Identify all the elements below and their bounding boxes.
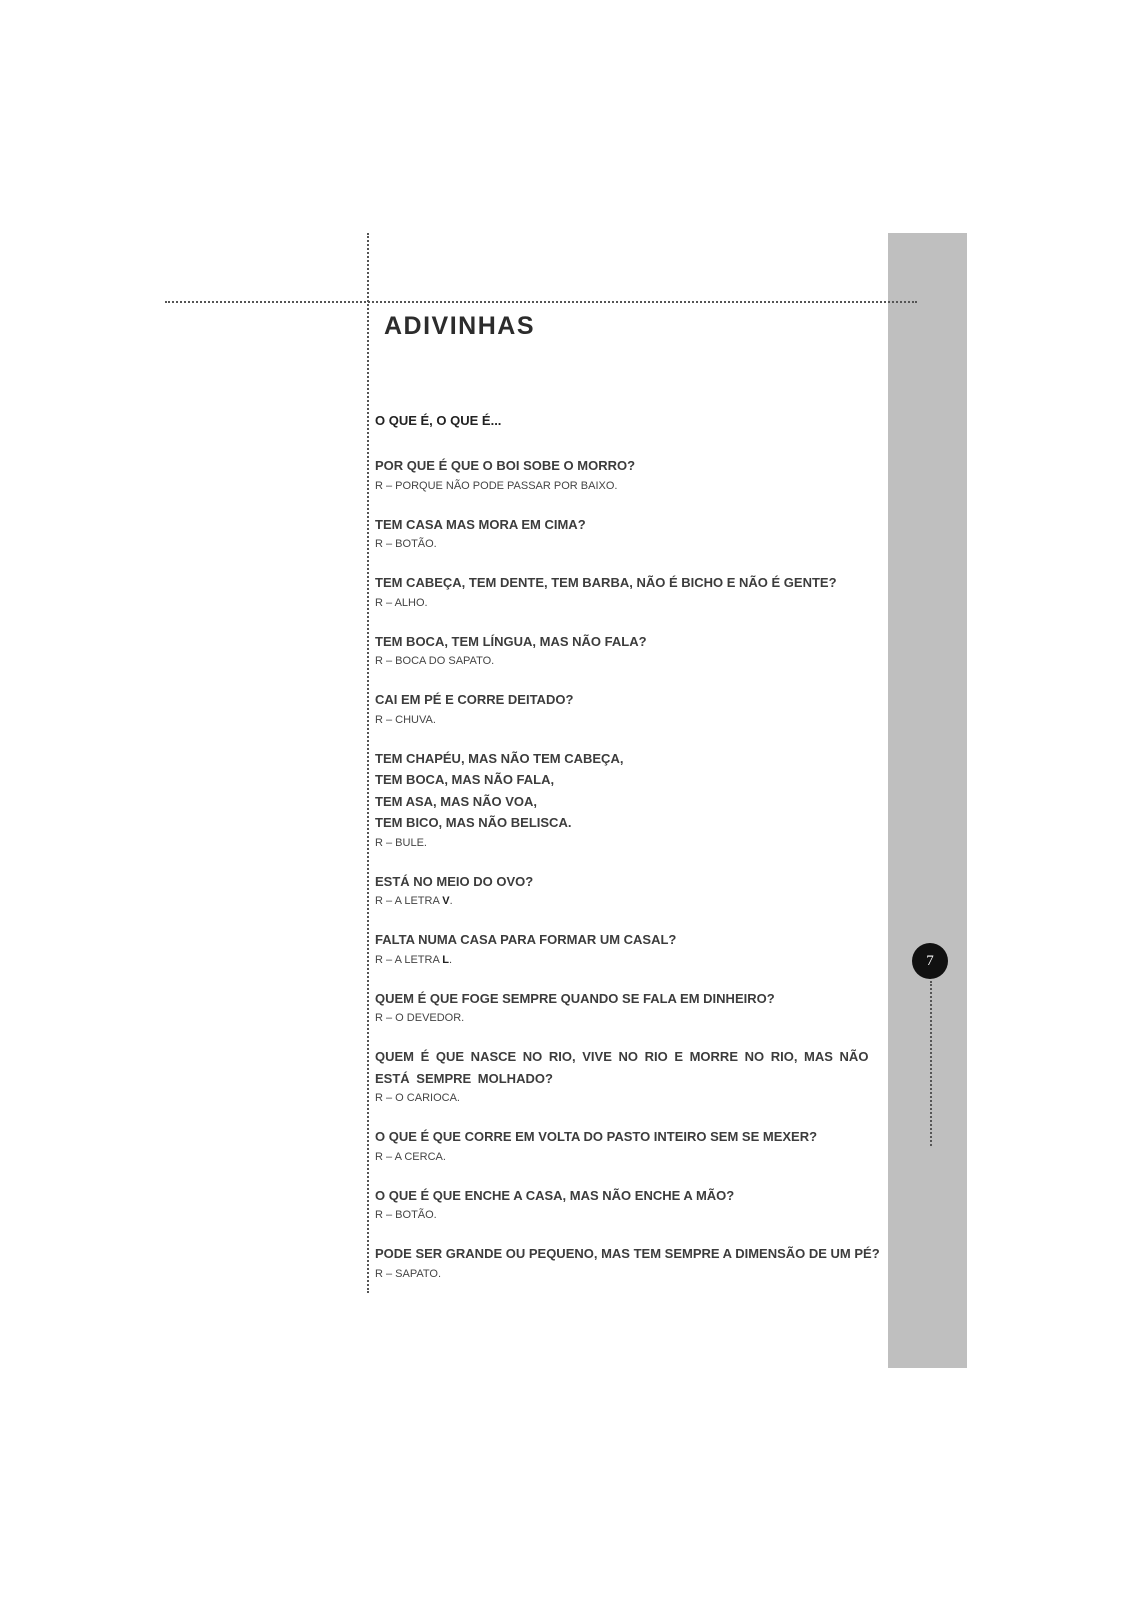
riddle-item bbox=[375, 1046, 895, 1107]
gray-margin-band bbox=[888, 233, 967, 1368]
answer-prefix: R – A LETRA bbox=[375, 895, 443, 907]
riddle-question-line: TEM BOCA, MAS NÃO FALA, bbox=[375, 772, 555, 787]
horizontal-dotted-rule bbox=[165, 301, 917, 303]
riddle-item bbox=[375, 689, 895, 729]
riddle-list bbox=[375, 412, 895, 1302]
riddle-answer: R – A CERCA. bbox=[375, 1150, 446, 1163]
riddle-question: FALTA NUMA CASA PARA FORMAR UM CASAL? bbox=[375, 932, 677, 947]
riddle-answer: R – CHUVA. bbox=[375, 713, 436, 726]
riddle-question: TEM CASA MAS MORA EM CIMA? bbox=[375, 516, 586, 532]
riddle-item bbox=[375, 1126, 895, 1166]
riddle-item bbox=[375, 929, 895, 969]
riddle-question-line: TEM CHAPÉU, MAS NÃO TEM CABEÇA, bbox=[375, 750, 624, 766]
vertical-dotted-rule bbox=[367, 233, 369, 1293]
riddle-answer: R – BOTÃO. bbox=[375, 538, 437, 550]
riddle-question: TEM BOCA, TEM LÍNGUA, MAS NÃO FALA? bbox=[375, 633, 647, 649]
page-title: ADIVINHAS bbox=[384, 312, 536, 340]
riddle-item bbox=[375, 572, 895, 612]
riddle-item bbox=[375, 514, 895, 554]
page-number-badge: 7 bbox=[912, 943, 948, 979]
riddle-question: O QUE É QUE CORRE EM VOLTA DO PASTO INTEIRO SEM SE MEXER? bbox=[375, 1129, 818, 1144]
riddle-item bbox=[375, 988, 895, 1028]
riddle-answer bbox=[375, 952, 895, 969]
intro-heading: O QUE É, O QUE É... bbox=[375, 413, 502, 428]
riddle-question: QUEM É QUE FOGE SEMPRE QUANDO SE FALA EM DINHEIRO? bbox=[375, 990, 775, 1006]
riddle-question-line: TEM BICO, MAS NÃO BELISCA. bbox=[375, 815, 572, 830]
riddle-question-line: TEM ASA, MAS NÃO VOA, bbox=[375, 793, 538, 809]
riddle-question: TEM CABEÇA, TEM DENTE, TEM BARBA, NÃO É BICHO E NÃO É GENTE? bbox=[375, 575, 837, 590]
answer-letter: V bbox=[442, 895, 450, 907]
answer-suffix: . bbox=[449, 953, 453, 966]
riddle-question: O QUE É QUE ENCHE A CASA, MAS NÃO ENCHE A MÃO? bbox=[375, 1187, 735, 1203]
riddle-answer: R – BOTÃO. bbox=[375, 1209, 437, 1221]
riddle-answer bbox=[375, 893, 895, 910]
answer-letter: L bbox=[442, 953, 449, 966]
page-number-dotted-rule bbox=[930, 981, 932, 1146]
riddle-answer: R – O CARIOCA. bbox=[375, 1092, 460, 1104]
riddle-item bbox=[375, 871, 895, 911]
riddle-answer: R – ALHO. bbox=[375, 596, 428, 609]
riddle-answer: R – BULE. bbox=[375, 836, 427, 849]
answer-suffix: . bbox=[449, 895, 453, 907]
riddle-item bbox=[375, 1243, 895, 1283]
riddle-question: QUEM É QUE NASCE NO RIO, VIVE NO RIO E MORRE NO RIO, MAS NÃO ESTÁ SEMPRE MOLHADO? bbox=[375, 1049, 869, 1086]
riddle-question: PODE SER GRANDE OU PEQUENO, MAS TEM SEMPRE A DIMENSÃO DE UM PÉ? bbox=[375, 1246, 880, 1261]
riddle-item bbox=[375, 455, 895, 495]
riddle-item bbox=[375, 748, 895, 852]
riddle-question: ESTÁ NO MEIO DO OVO? bbox=[375, 873, 534, 889]
riddle-question: CAI EM PÉ E CORRE DEITADO? bbox=[375, 692, 574, 707]
answer-prefix: R – A LETRA bbox=[375, 953, 443, 966]
riddle-question: POR QUE É QUE O BOI SOBE O MORRO? bbox=[375, 458, 636, 473]
riddle-item bbox=[375, 631, 895, 671]
riddle-item bbox=[375, 1185, 895, 1225]
riddle-answer: R – PORQUE NÃO PODE PASSAR POR BAIXO. bbox=[375, 479, 618, 492]
riddle-answer: R – O DEVEDOR. bbox=[375, 1012, 465, 1024]
riddle-answer: R – SAPATO. bbox=[375, 1267, 442, 1280]
riddle-answer: R – BOCA DO SAPATO. bbox=[375, 655, 495, 667]
